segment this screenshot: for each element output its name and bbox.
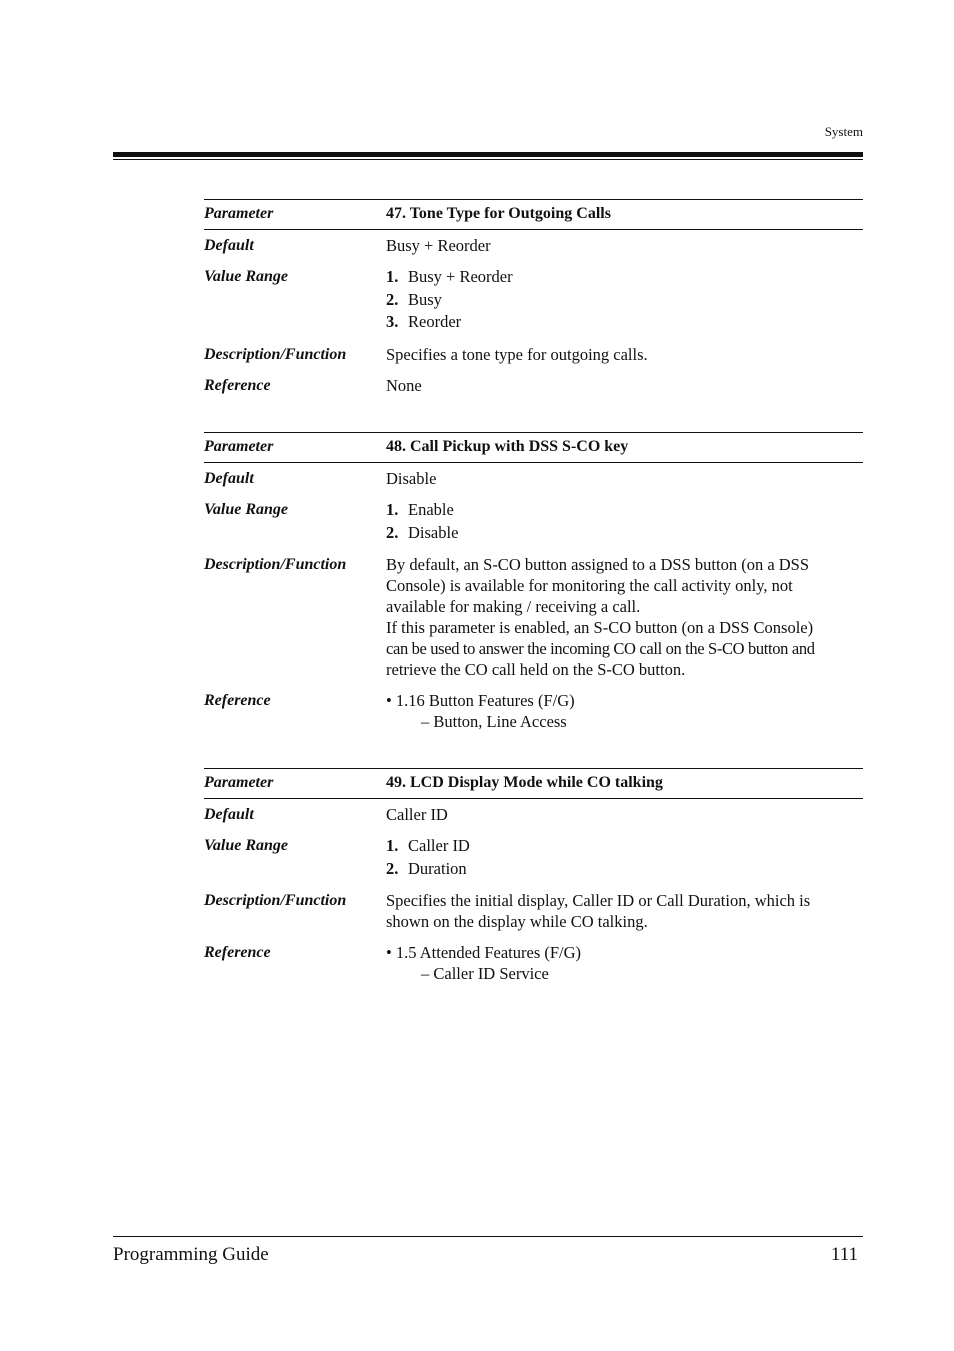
default-row [204,804,863,825]
default-label: Default [204,470,254,487]
value-range-row [204,835,863,880]
value-range-list [386,835,863,880]
default-row [204,235,863,256]
description-row [204,890,863,932]
value-range-label: Value Range [204,268,289,285]
list-item: 2. Disable [386,522,459,542]
value-range-label: Value Range [204,501,289,518]
value-range-row [204,499,863,544]
list-item: 2. Duration [386,858,467,878]
reference-subitem: – Button, Line Access [421,712,567,731]
parameter-label: Parameter [204,774,274,791]
reference-label: Reference [204,944,271,961]
list-item: 3. Reorder [386,312,462,331]
page-number: 111 [830,1244,858,1265]
parameter-title: 48. Call Pickup with DSS S-CO key [386,438,629,455]
list-item: 1. Busy + Reorder [386,267,513,286]
default-value: Caller ID [386,805,448,824]
parameter-header [204,768,863,799]
value-range-list [386,266,863,334]
default-value: Busy + Reorder [386,236,491,255]
description-text: By default, an S-CO button assigned to a DSS button (on a DSS Console) is available for monitoring the call activity only, not available for making / receiving a call. If this parameter is enabled, an S-CO button (on a DSS Console) can be used to answer the incoming CO call on the S-CO button and retrieve the CO call held on the S-CO button. [386,555,815,679]
description-label: Description/Function [204,556,347,573]
reference-text [386,690,863,732]
parameter-label: Parameter [204,438,274,455]
parameter-title: 49. LCD Display Mode while CO talking [386,774,663,791]
footer-rule [113,1236,863,1237]
parameter-header [204,432,863,463]
parameter-block-47 [204,199,863,396]
reference-label: Reference [204,376,271,394]
reference-row [204,375,863,396]
reference-item: • 1.5 Attended Features (F/G) [386,942,863,963]
description-text: Specifies the initial display, Caller ID or Call Duration, which is shown on the display while CO talking. [386,891,811,931]
default-value: Disable [386,469,437,488]
value-range-list [386,499,863,544]
header-rule-thick [113,152,863,157]
default-label: Default [204,237,254,254]
description-text: Specifies a tone type for outgoing calls. [386,344,648,364]
default-label: Default [204,806,254,823]
value-range-label: Value Range [204,837,289,854]
parameter-block-48 [204,432,863,732]
list-item: 2. Busy [386,289,442,309]
list-item: 1. Caller ID [386,836,470,855]
parameter-header [204,199,863,230]
footer-title: Programming Guide [113,1244,269,1265]
description-label: Description/Function [204,892,347,909]
reference-row [204,942,863,984]
reference-subitem: – Caller ID Service [421,964,549,983]
parameter-label: Parameter [204,205,274,222]
reference-text: None [386,375,422,395]
reference-row [204,690,863,732]
parameter-block-49 [204,768,863,984]
description-label: Description/Function [204,345,347,363]
running-header: System [824,124,863,139]
default-row [204,468,863,489]
description-row [204,554,863,680]
reference-text [386,942,863,984]
list-item: 1. Enable [386,500,454,519]
parameter-title: 47. Tone Type for Outgoing Calls [386,205,611,222]
value-range-row [204,266,863,334]
header-rule-thin [113,159,863,160]
description-row [204,344,863,365]
reference-item: • 1.16 Button Features (F/G) [386,690,863,711]
reference-label: Reference [204,692,271,709]
